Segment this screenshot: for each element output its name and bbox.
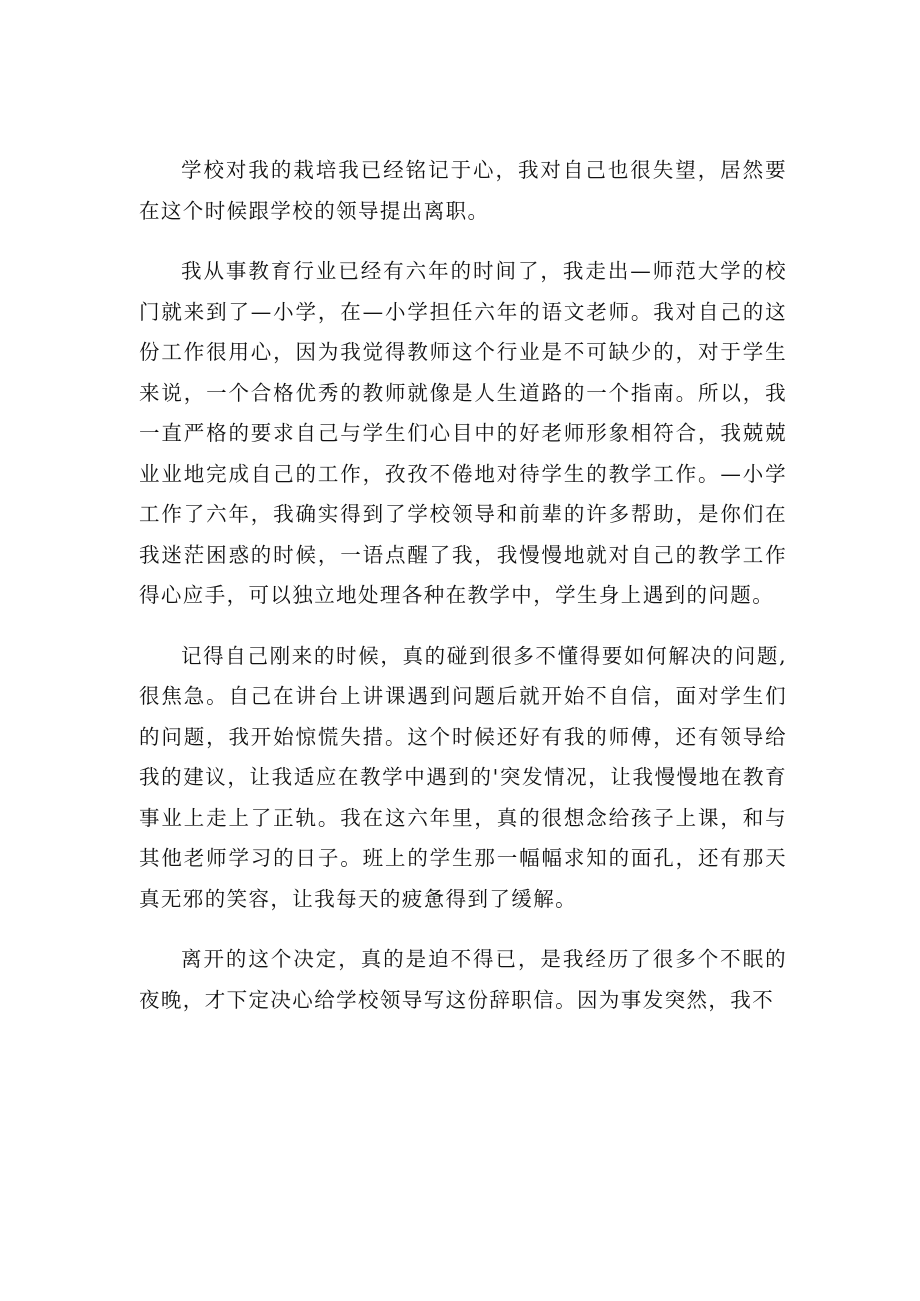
paragraph-decision: 离开的这个决定，真的是迫不得已，是我经历了很多个不眠的夜晚，才下定决心给学校领导写这份辞职信。因为事发突然，我不 (139, 947, 787, 1012)
paragraph-memories: 记得自己刚来的时候，真的碰到很多不懂得要如何解决的问题,很焦急。自己在讲台上讲课遇到问题后就开始不自信，面对学生们的问题，我开始惊慌失措。这个时候还好有我的师傅，还有领导给我的建议，让我适应在教学中遇到的'突发情况，让我慢慢地在教育事业上走上了正轨。我在这六年里，真的很想念给孩子上课，和与其他老师学习的日子。班上的学生那一幅幅求知的面孔，还有那天真无邪的笑容，让我每天的疲惫得到了缓解。 (139, 643, 787, 911)
paragraph-gratitude: 学校对我的栽培我已经铭记于心，我对自己也很失望，居然要在这个时候跟学校的领导提出离职。 (139, 158, 787, 223)
paragraph-career: 我从事教育行业已经有六年的时间了，我走出—师范大学的校门就来到了—小学，在—小学担任六年的语文老师。我对自己的这份工作很用心，因为我觉得教师这个行业是不可缺少的，对于学生来说，一个合格优秀的教师就像是人生道路的一个指南。所以，我一直严格的要求自己与学生们心目中的好老师形象相符合，我兢兢业业地完成自己的工作，孜孜不倦地对待学生的教学工作。—小学工作了六年，我确实得到了学校领导和前辈的许多帮助，是你们在我迷茫困惑的时候，一语点醒了我，我慢慢地就对自己的教学工作得心应手，可以独立地处理各种在教学中，学生身上遇到的问题。 (139, 259, 787, 607)
document-body (139, 150, 787, 1040)
